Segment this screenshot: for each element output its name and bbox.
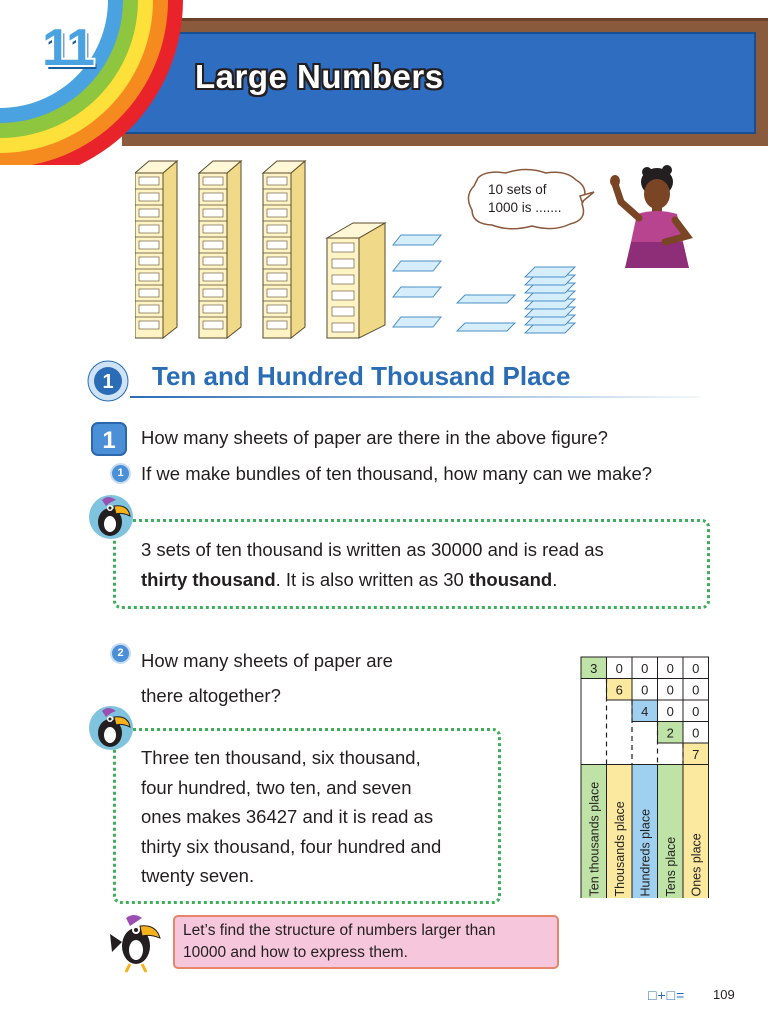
table-digit: 0 bbox=[692, 660, 700, 676]
thousand-stack-2 bbox=[199, 161, 241, 338]
table-digit: 6 bbox=[615, 682, 623, 698]
sub-question-1-bullet: 1 bbox=[112, 465, 129, 482]
place-value-table bbox=[580, 656, 712, 898]
question-text: How many sheets of paper are there in the above figure? bbox=[141, 427, 608, 448]
table-digit: 0 bbox=[666, 703, 674, 719]
table-digit: 7 bbox=[692, 746, 700, 762]
box2-line-3: ones makes 36427 and it is read as bbox=[141, 806, 434, 827]
table-digit: 0 bbox=[666, 682, 674, 698]
speech-text bbox=[488, 181, 588, 217]
table-column-label: Thousands place bbox=[612, 801, 627, 897]
section-number: 1 bbox=[102, 371, 114, 393]
box2-line-5: twenty seven. bbox=[141, 865, 255, 886]
sub-question-2-bullet: 2 bbox=[112, 645, 129, 662]
note-line-2: 10000 and how to express them. bbox=[183, 944, 408, 961]
section-number-badge bbox=[84, 357, 132, 405]
table-column-label: Tens place bbox=[663, 836, 678, 897]
question-number-badge: 1 bbox=[91, 422, 127, 456]
thousand-stack-short bbox=[327, 223, 385, 338]
table-column-label: Hundreds place bbox=[638, 808, 653, 897]
box1-end: . bbox=[552, 569, 558, 590]
box1-bold-thousand: thousand bbox=[468, 569, 553, 590]
sub-question-2-line-2: there altogether? bbox=[141, 685, 281, 706]
section-underline bbox=[130, 396, 700, 398]
bird-mascot-icon bbox=[88, 705, 134, 751]
note-line-1: Let’s find the structure of numbers larger than bbox=[183, 922, 496, 939]
table-digit: 0 bbox=[641, 660, 649, 676]
thousand-stack-3 bbox=[263, 161, 305, 338]
box1-bold-thirty-thousand: thirty thousand bbox=[141, 569, 276, 590]
section-title: Ten and Hundred Thousand Place bbox=[152, 361, 571, 391]
one-sheets bbox=[525, 267, 575, 333]
sub-question-1-text: If we make bundles of ten thousand, how many can we make? bbox=[141, 463, 653, 484]
table-digit: 0 bbox=[666, 660, 674, 676]
speech-line-1: 10 sets of bbox=[488, 182, 547, 197]
box2-line-2: four hundred, two ten, and seven bbox=[141, 776, 412, 798]
sub-question-2-line-1: How many sheets of paper are bbox=[141, 650, 393, 671]
sub-question-2-text bbox=[141, 643, 461, 713]
chapter-number: 11 bbox=[42, 19, 93, 77]
thousand-stack-1 bbox=[135, 161, 177, 338]
note-text bbox=[183, 920, 553, 964]
box1-mid-text: . It is also written as 30 bbox=[275, 569, 469, 590]
page-number: 109 bbox=[713, 987, 735, 1002]
table-column-label: Ones place bbox=[689, 833, 704, 897]
footer-symbol: □+□= bbox=[648, 987, 686, 1003]
hundred-sheets bbox=[393, 235, 441, 327]
box2-line-4: thirty six thousand, four hundred and bbox=[141, 835, 442, 857]
explanation-box-1-text bbox=[141, 535, 701, 595]
rainbow-decoration bbox=[0, 0, 190, 165]
table-digit: 0 bbox=[692, 682, 700, 698]
bird-mascot-icon bbox=[88, 494, 134, 540]
box2-line-1: Three ten thousand, six thousand, bbox=[141, 747, 421, 768]
bird-mascot-icon bbox=[108, 912, 168, 974]
box1-line-1: 3 sets of ten thousand is written as 30000 and is read as bbox=[141, 539, 604, 560]
girl-illustration bbox=[605, 162, 695, 270]
table-digit: 0 bbox=[692, 703, 700, 719]
chapter-title: Large Numbers bbox=[195, 58, 444, 95]
table-column-label: Ten thousands place bbox=[587, 781, 602, 897]
speech-line-2: 1000 is ....... bbox=[488, 200, 562, 215]
table-digit: 3 bbox=[590, 660, 598, 676]
table-digit: 0 bbox=[692, 725, 700, 741]
ten-sheets bbox=[457, 295, 515, 331]
table-digit: 2 bbox=[666, 725, 674, 741]
table-digit: 0 bbox=[641, 682, 649, 698]
table-digit: 4 bbox=[641, 703, 649, 719]
explanation-box-2-text bbox=[141, 743, 491, 891]
table-digit: 0 bbox=[615, 660, 623, 676]
